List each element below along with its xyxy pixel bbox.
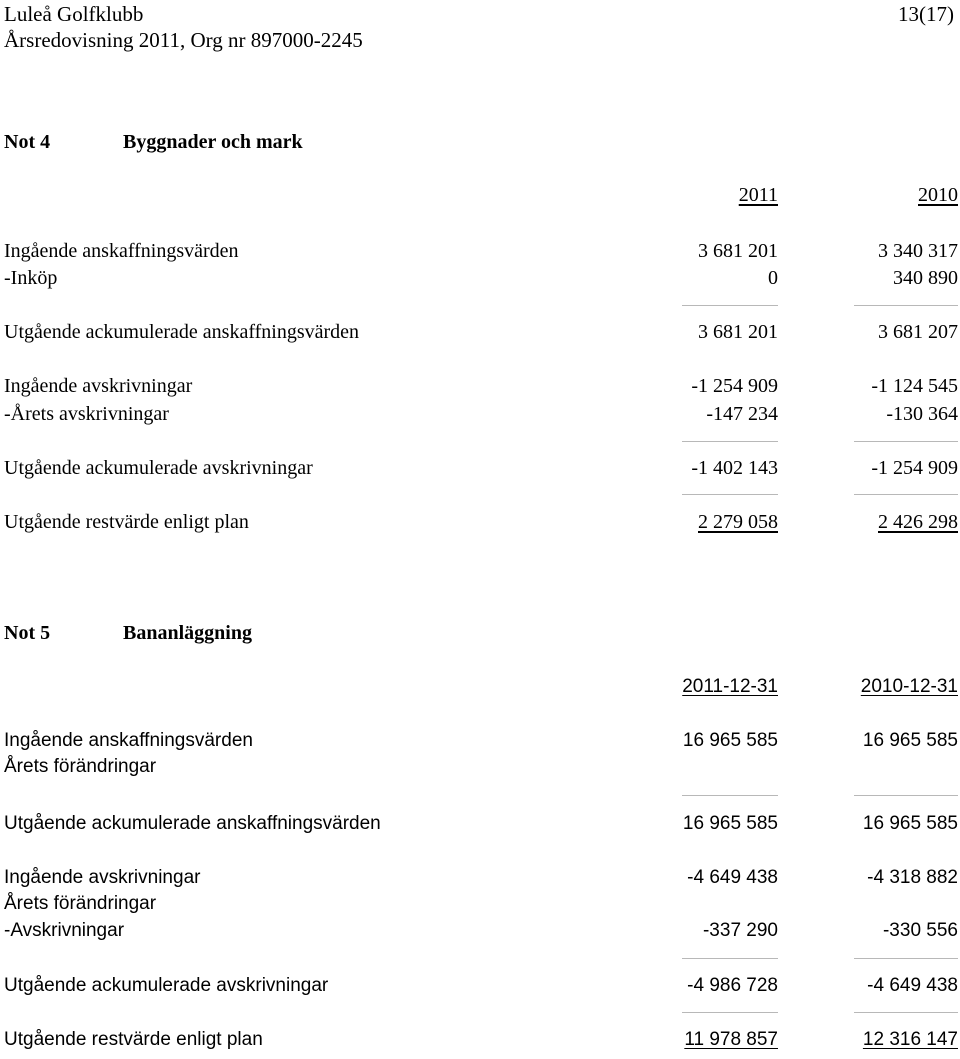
value-2011: -147 234 [706,403,778,425]
row-label: Årets förändringar [4,893,157,914]
table-row [0,240,960,266]
value-2011: 16 965 585 [682,813,778,834]
sum-rule [854,494,958,495]
sum-rule [682,795,778,796]
row-label: Ingående anskaffningsvärden [4,730,253,751]
table-row [0,403,960,429]
value-2010: 16 965 585 [862,730,958,751]
row-label: Utgående ackumulerade avskrivningar [4,457,313,479]
table-row [0,267,960,293]
table-row [0,511,960,537]
row-label: Ingående anskaffningsvärden [4,240,239,262]
row-label: Ingående avskrivningar [4,867,201,888]
table-row [0,321,960,347]
value-2010: -4 649 438 [867,975,958,996]
value-2010: 16 965 585 [862,813,958,834]
table-row [0,975,960,1001]
sum-rule [854,441,958,442]
column-headers [0,184,960,210]
table-row [0,375,960,401]
col-2010-header: 2010 [918,184,958,206]
value-2011: 3 681 201 [698,240,778,262]
row-label: Utgående ackumulerade anskaffningsvärden [4,321,360,343]
value-2010: -130 364 [886,403,958,425]
sum-rule [682,441,778,442]
sum-rule [682,1012,778,1013]
value-2010: 340 890 [893,267,958,289]
col-2010-12-31-header: 2010-12-31 [860,676,958,697]
value-2011: 2 279 058 [698,511,778,533]
row-label: Utgående restvärde enligt plan [4,1029,263,1050]
value-2010: 3 340 317 [878,240,958,262]
value-2011: -4 986 728 [687,975,778,996]
table-row [0,920,960,946]
sum-rule [682,494,778,495]
value-2010: -1 124 545 [871,375,958,397]
value-2010: 2 426 298 [878,511,958,533]
page-number: 13(17) [898,2,954,26]
row-label: -Inköp [4,267,58,289]
value-2010: -1 254 909 [871,457,958,479]
value-2011: 11 978 857 [684,1029,778,1050]
row-label: Ingående avskrivningar [4,375,193,397]
sum-rule [682,958,778,959]
value-2010: -4 318 882 [867,867,958,888]
sum-rule [682,305,778,306]
note-5-title: Bananläggning [123,622,252,644]
sum-rule [854,795,958,796]
report-subtitle: Årsredovisning 2011, Org nr 897000-2245 [4,28,363,52]
value-2010: 3 681 207 [878,321,958,343]
table-row [0,893,960,919]
sum-rule [854,305,958,306]
column-headers [0,676,960,702]
sum-rule [854,1012,958,1013]
value-2011: -337 290 [702,920,778,941]
note-5-number: Not 5 [4,622,51,644]
table-row [0,1029,960,1055]
value-2010: 12 316 147 [862,1029,958,1050]
col-2011-header: 2011 [738,184,778,206]
sum-rule [854,958,958,959]
row-label: Utgående ackumulerade avskrivningar [4,975,329,996]
value-2010: -330 556 [882,920,958,941]
value-2011: 16 965 585 [682,730,778,751]
row-label: Utgående restvärde enligt plan [4,511,249,533]
value-2011: -1 254 909 [691,375,778,397]
org-name: Luleå Golfklubb [4,2,144,26]
value-2011: -1 402 143 [691,457,778,479]
value-2011: 3 681 201 [698,321,778,343]
table-row [0,756,960,782]
table-row [0,457,960,483]
note-4-number: Not 4 [4,131,51,153]
value-2011: 0 [768,267,778,289]
value-2011: -4 649 438 [687,867,778,888]
note-4-title: Byggnader och mark [123,131,303,153]
table-row [0,813,960,839]
row-label: -Avskrivningar [4,920,125,941]
row-label: -Årets avskrivningar [4,403,169,425]
row-label: Årets förändringar [4,756,157,777]
row-label: Utgående ackumulerade anskaffningsvärden [4,813,381,834]
col-2011-12-31-header: 2011-12-31 [682,676,778,697]
table-row [0,730,960,756]
table-row [0,867,960,893]
